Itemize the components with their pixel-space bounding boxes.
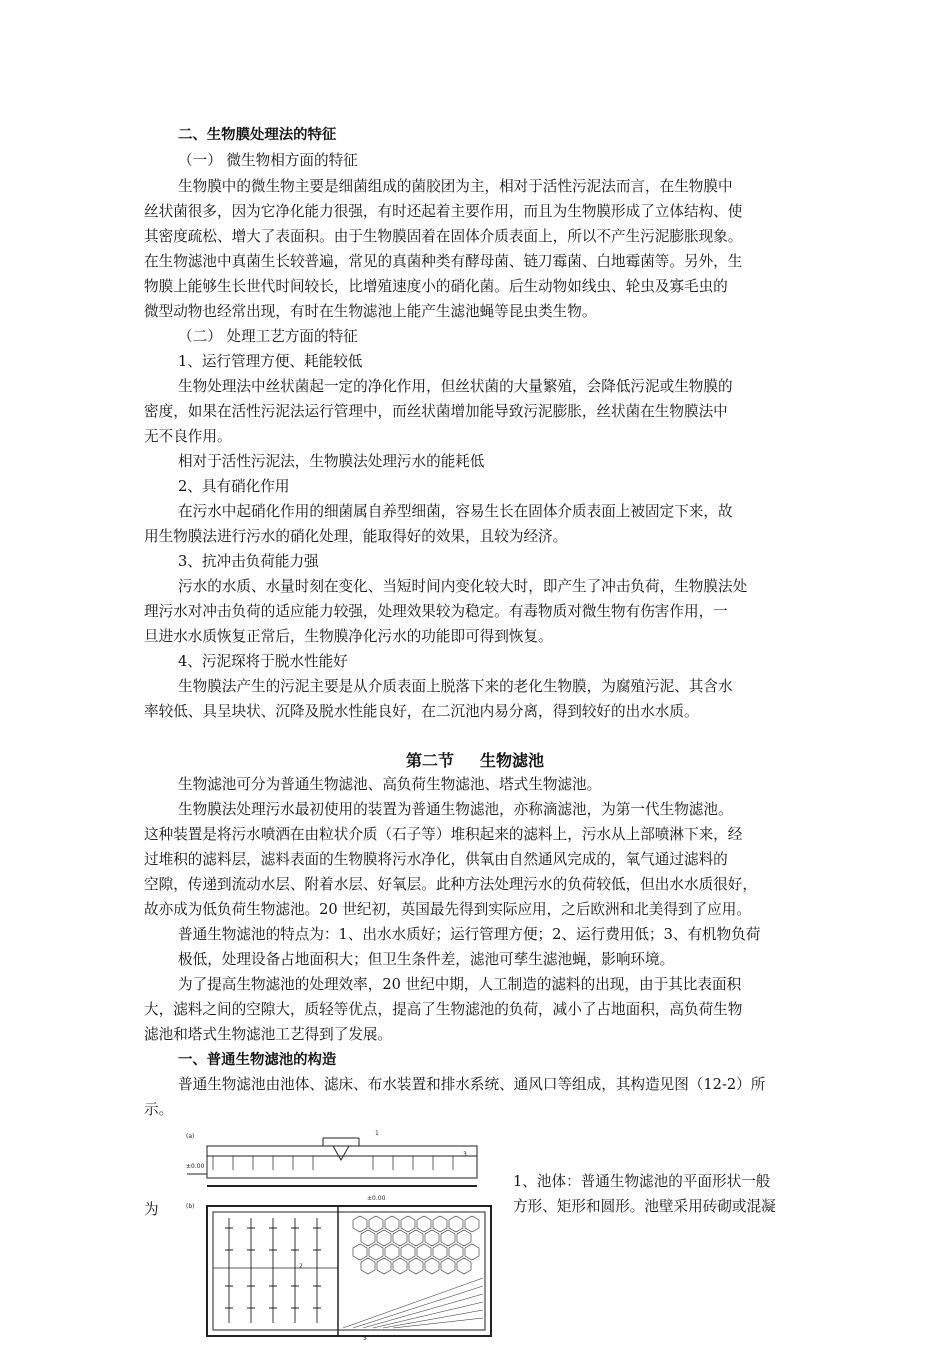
callout-number: 5 <box>363 1335 367 1342</box>
subheading: （一） 微生物相方面的特征 <box>178 152 358 169</box>
paragraph-line: 其密度疏松、增大了表面积。由于生物膜固着在固体介质表面上，所以不产生污泥膨胀现象。 <box>144 228 743 245</box>
paragraph-line: 普通生物滤池的特点为：1、出水水质好；运行管理方便；2、运行费用低；3、有机物负荷 <box>178 926 761 943</box>
callout-number: 2 <box>299 1263 303 1270</box>
paragraph-line: 示。 <box>144 1101 174 1118</box>
paragraph-line: 生物处理法中丝状菌起一定的净化作用，但丝状菌的大量繁殖，会降低污泥或生物膜的 <box>178 378 733 395</box>
paragraph-line: 相对于活性污泥法，生物膜法处理污水的能耗低 <box>178 453 485 470</box>
list-item: 4、污泥琛将于脱水性能好 <box>178 653 348 670</box>
callout-number: 3 <box>463 1151 467 1158</box>
paragraph-line: 过堆积的滤料层，滤料表面的生物膜将污水净化，供氧由自然通风完成的，氧气通过滤料的 <box>144 851 728 868</box>
figure-label-a: (a) <box>186 1133 195 1140</box>
paragraph-line: 空隙，传递到流动水层、附着水层、好氧层。此种方法处理污水的负荷较低，但出水水质很好， <box>144 876 757 893</box>
section-title-text: 生物滤池 <box>480 751 545 770</box>
paragraph-line: 污水的水质、水量时刻在变化、当短时间内变化较大时，即产生了冲击负荷，生物膜法处 <box>178 578 748 595</box>
paragraph-line: 率较低、具呈块状、沉降及脱水性能良好，在二沉池内易分离，得到较好的出水水质。 <box>144 703 699 720</box>
paragraph-line: 生物膜中的微生物主要是细菌组成的菌胶团为主，相对于活性污泥法而言，在生物膜中 <box>178 178 733 195</box>
filter-diagram <box>183 1128 495 1342</box>
paragraph-line: 大，滤料之间的空隙大，质轻等优点，提高了生物滤池的负荷，减小了占地面积，高负荷生物 <box>144 1001 743 1018</box>
paragraph-line: 用生物膜法进行污水的硝化处理，能取得好的效果，且较为经济。 <box>144 528 568 545</box>
section-number: 第二节 <box>405 751 454 770</box>
subheading: （二） 处理工艺方面的特征 <box>178 328 358 345</box>
list-item: 3、抗冲击负荷能力强 <box>178 553 319 570</box>
level-mark: ±0.00 <box>186 1163 205 1170</box>
paragraph-line: 旦进水水质恢复正常后，生物膜净化污水的功能即可得到恢复。 <box>144 628 553 645</box>
paragraph-line: 物膜上能够生长世代时间较长，比增殖速度小的硝化菌。后生动物如线虫、轮虫及寡毛虫的 <box>144 278 728 295</box>
filter-diagram-figure <box>183 1128 495 1342</box>
wrapped-text-line: 1、池体：普通生物滤池的平面形状一般 <box>513 1173 771 1190</box>
paragraph-line: 滤池和塔式生物滤池工艺得到了发展。 <box>144 1026 393 1043</box>
paragraph-line: 丝状菌很多，因为它净化能力很强，有时还起着主要作用，而且为生物膜形成了立体结构、使 <box>144 203 743 220</box>
list-item: 1、运行管理方便、耗能较低 <box>178 353 363 370</box>
paragraph-line: 为了提高生物滤池的处理效率，20 世纪中期，人工制造的滤料的出现，由于其比表面积 <box>178 976 742 993</box>
wrapped-text-left: 为 <box>144 1201 159 1218</box>
section-view-outline <box>207 1146 477 1178</box>
paragraph-line: 微型动物也经常出现，有时在生物滤池上能产生滤池蝇等昆虫类生物。 <box>144 303 597 320</box>
section-heading: 二、生物膜处理法的特征 <box>178 127 337 143</box>
callout-number: 1 <box>375 1130 379 1137</box>
section-heading: 一、普通生物滤池的构造 <box>178 1052 337 1068</box>
wrapped-text-line: 方形、矩形和圆形。池壁采用砖砌或混凝 <box>513 1198 776 1215</box>
list-item: 2、具有硝化作用 <box>178 478 290 495</box>
paragraph-line: 生物膜法产生的污泥主要是从介质表面上脱落下来的老化生物膜，为腐殖污泥、其含水 <box>178 678 733 695</box>
paragraph-line: 密度，如果在活性污泥法运行管理中，而丝状菌增加能导致污泥膨胀，丝状菌在生物膜法中 <box>144 403 728 420</box>
paragraph-line: 普通生物滤池由池体、滤床、布水装置和排水系统、通风口等组成，其构造见图（12-2）所 <box>178 1076 766 1093</box>
paragraph-line: 无不良作用。 <box>144 428 232 445</box>
paragraph-line: 极低，处理设备占地面积大；但卫生条件差，滤池可孳生滤池蝇，影响环境。 <box>178 951 675 968</box>
figure-label-b: (b) <box>186 1203 195 1210</box>
paragraph-line: 故亦成为低负荷生物滤池。20 世纪初，英国最先得到实际应用，之后欧洲和北美得到了应用。 <box>144 901 751 918</box>
paragraph-line: 这种装置是将污水喷洒在由粒状介质（石子等）堆积起来的滤料上，污水从上部喷淋下来，经 <box>144 826 743 843</box>
paragraph-line: 在污水中起硝化作用的细菌属自养型细菌，容易生长在固体介质表面上被固定下来，故 <box>178 503 733 520</box>
paragraph-line: 生物膜法处理污水最初使用的装置为普通生物滤池，亦称滴滤池，为第一代生物滤池。 <box>178 801 733 818</box>
paragraph-line: 生物滤池可分为普通生物滤池、高负荷生物滤池、塔式生物滤池。 <box>178 776 602 793</box>
section-title <box>0 748 950 771</box>
plan-view-outline <box>207 1206 491 1336</box>
paragraph-line: 在生物滤池中真菌生长较普遍，常见的真菌种类有酵母菌、链刀霉菌、白地霉菌等。另外，生 <box>144 253 743 270</box>
level-mark: ±0.00 <box>367 1195 386 1202</box>
paragraph-line: 理污水对冲击负荷的适应能力较强，处理效果较为稳定。有毒物质对微生物有伤害作用，一 <box>144 603 728 620</box>
